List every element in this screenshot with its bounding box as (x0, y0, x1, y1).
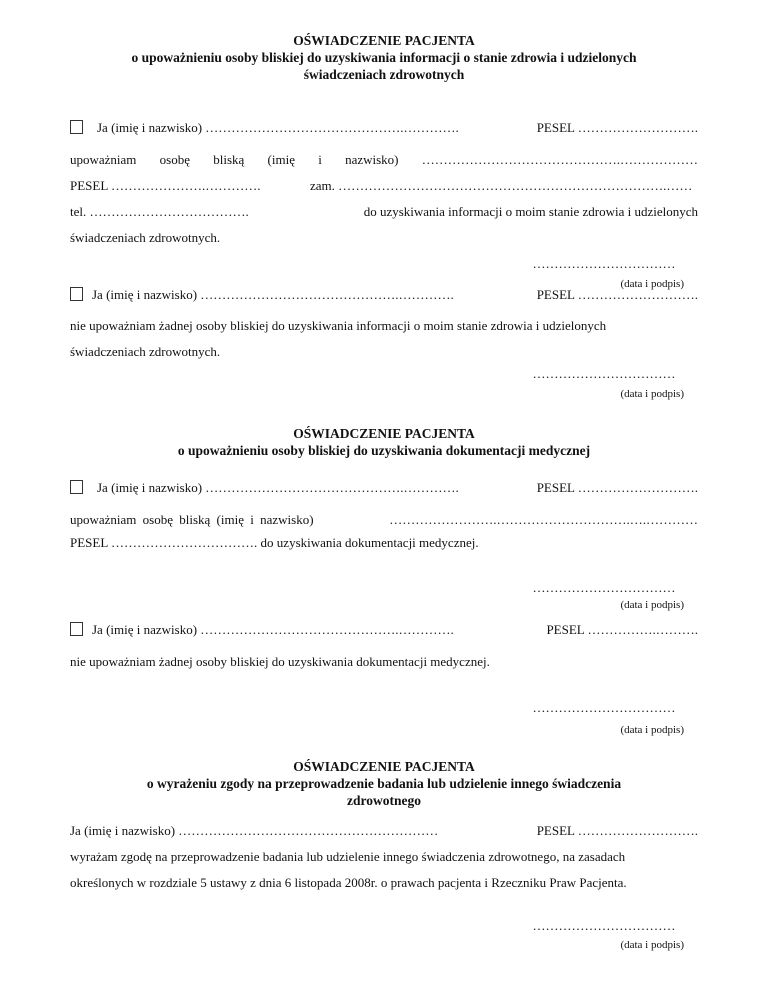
s2a-signature-field[interactable]: …………………………… (532, 580, 676, 595)
s1b-name-field[interactable]: Ja (imię i nazwisko) ……………………………………….…………. (92, 287, 454, 302)
s1a-signature-label: (data i podpis) (620, 278, 684, 290)
s1b-signature-field[interactable]: …………………………… (532, 366, 676, 381)
s2b-checkbox[interactable] (70, 622, 83, 636)
s1b-checkbox[interactable] (70, 287, 83, 301)
s3-signature-field[interactable]: …………………………… (532, 918, 676, 933)
s2a-name-field[interactable]: Ja (imię i nazwisko) ……………………………………….…………. (97, 480, 459, 495)
s1a-word: bliską (213, 152, 245, 167)
s3-pesel-field[interactable]: PESEL ………………………. (536, 823, 698, 838)
s1a-pesel-field[interactable]: PESEL ………………………. (536, 120, 698, 135)
s2b-signature-label: (data i podpis) (620, 724, 684, 736)
s3-name-field[interactable]: Ja (imię i nazwisko) …………………………………………………… (70, 823, 439, 838)
s1a-word: nazwisko) (345, 152, 399, 167)
section3-subtitle-line1: o wyrażeniu zgody na przeprowadzenie badania lub udzielenie innego świadczenia (146, 776, 622, 791)
s1a-purpose-text: do uzyskiwania informacji o moim stanie zdrowia i udzielonych (363, 204, 698, 219)
s1a-proxy-name-field[interactable]: ……………………………………….……………… (421, 152, 698, 167)
s1a-authorize-line (70, 152, 698, 168)
s1a-purpose-cont: świadczeniach zdrowotnych. (70, 230, 221, 245)
s1a-pesel-address-line (70, 178, 698, 194)
s1a-proxy-pesel-field[interactable]: PESEL ………………….…………. (70, 178, 261, 193)
s1a-address-field[interactable]: zam. ………………………………………………………………….…… (310, 178, 693, 193)
s1a-word: upoważniam (70, 152, 137, 167)
section3-title: OŚWIADCZENIE PACJENTA (293, 759, 475, 774)
s3-signature-label: (data i podpis) (620, 939, 684, 951)
section2-heading (70, 425, 698, 459)
s1b-refuse-text: nie upoważniam żadnej osoby bliskiej do uzyskiwania informacji o moim stanie zdrowia i udzielonych (70, 318, 607, 333)
s2a-pesel-field[interactable]: PESEL ………………………. (536, 480, 698, 495)
s2a-checkbox[interactable] (70, 480, 83, 494)
s1a-word: i (318, 152, 322, 167)
s1a-signature-field[interactable]: …………………………… (532, 256, 676, 271)
s3-consent-text: wyrażam zgodę na przeprowadzenie badania lub udzielenie innego świadczenia zdrowotnego, na zasadach (70, 849, 626, 864)
s1b-pesel-field[interactable]: PESEL ………………………. (536, 287, 698, 302)
s1a-name-line (70, 120, 698, 136)
section1-heading (70, 32, 698, 83)
s1a-word: osobę (159, 152, 190, 167)
s2b-refuse-text: nie upoważniam żadnej osoby bliskiej do uzyskiwania dokumentacji medycznej. (70, 654, 490, 669)
s2a-authorize-line (70, 512, 698, 528)
section1-subtitle-line2: świadczeniach zdrowotnych (303, 67, 465, 82)
s2b-name-line (70, 622, 698, 638)
s1a-word: (imię (267, 152, 295, 167)
section2-title: OŚWIADCZENIE PACJENTA (293, 426, 475, 441)
s2a-name-line (70, 480, 698, 496)
s2b-pesel-field[interactable]: PESEL …………….………. (546, 622, 698, 637)
s1a-checkbox[interactable] (70, 120, 83, 134)
s1b-signature-label: (data i podpis) (620, 388, 684, 400)
s1b-refuse-cont: świadczeniach zdrowotnych. (70, 344, 221, 359)
s2a-signature-label: (data i podpis) (620, 599, 684, 611)
section3-heading (70, 758, 698, 809)
s2a-pesel-line: PESEL ……………………………. do uzyskiwania dokumentacji medycznej. (70, 535, 479, 550)
section3-subtitle-line2: zdrowotnego (347, 793, 421, 808)
s1a-name-field[interactable]: Ja (imię i nazwisko) ……………………………………….…………. (97, 120, 459, 135)
s3-consent-cont: określonych w rozdziale 5 ustawy z dnia 6 listopada 2008r. o prawach pacjenta i Rzeczniku Praw Pacjenta. (70, 875, 627, 890)
section2-subtitle: o upoważnieniu osoby bliskiej do uzyskiwania dokumentacji medycznej (177, 443, 591, 458)
s2b-name-field[interactable]: Ja (imię i nazwisko) ……………………………………….…………. (92, 622, 454, 637)
s1b-name-line (70, 287, 698, 303)
s1a-phone-field[interactable]: tel. ………………………………. (70, 204, 249, 219)
s2a-authorize-text: upoważniam osobę bliską (imię i nazwisko) (70, 512, 314, 527)
section1-subtitle-line1: o upoważnieniu osoby bliskiej do uzyskiwania informacji o stanie zdrowia i udzielonych (131, 50, 637, 65)
section1-title: OŚWIADCZENIE PACJENTA (293, 33, 475, 48)
s1a-phone-line (70, 204, 698, 220)
s3-name-line (70, 823, 698, 839)
s2a-proxy-name-field[interactable]: …………………….………………………….….………… (389, 512, 698, 527)
s2b-signature-field[interactable]: …………………………… (532, 700, 676, 715)
